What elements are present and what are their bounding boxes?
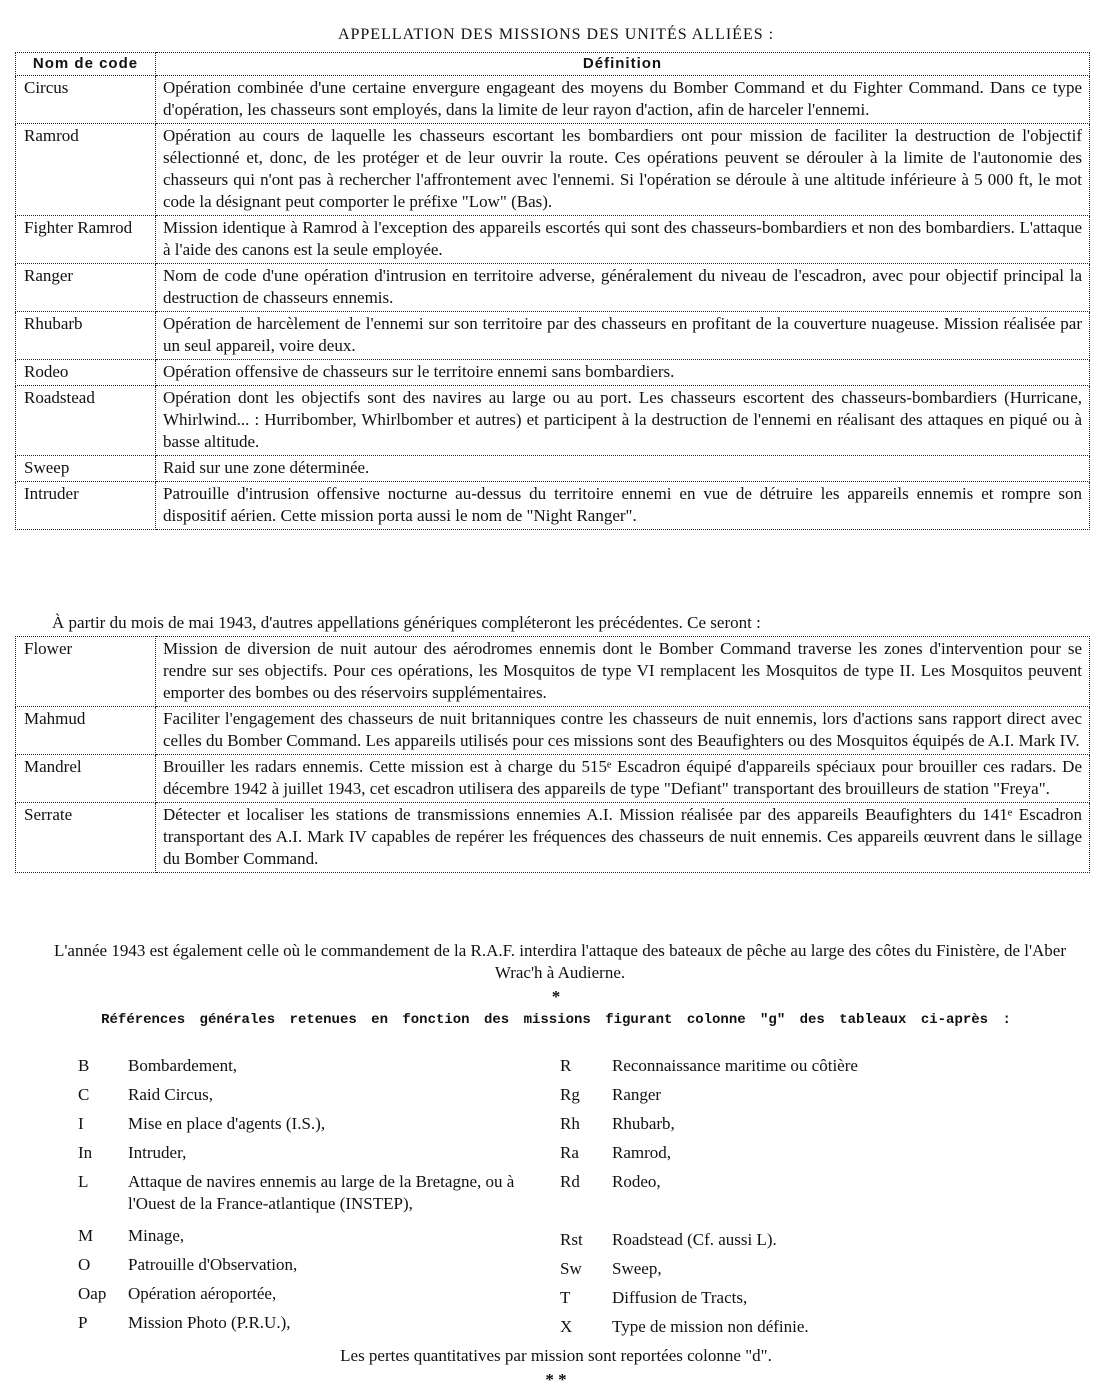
reference-item — [78, 1142, 558, 1171]
reference-abbreviation: Oap — [78, 1284, 107, 1303]
reference-description: Ramrod, — [612, 1143, 672, 1162]
table-row — [16, 482, 1090, 530]
reference-description: Raid Circus, — [128, 1085, 213, 1104]
reference-item — [560, 1171, 1040, 1200]
definition-cell: Opération au cours de laquelle les chasseurs escortant les bombardiers ont pour mission de faciliter la destruction de l'objectif sélectionné et, donc, de les protéger et de leur ouvrir la route. Ces opérations peuvent se dérouler à la limite de l'autonomie des chasseurs qui n'ont pas à rechercher l'affrontement avec l'ennemi. Si l'opération se déroule à une altitude inférieure à 5 000 ft, le mot code la désignant peut comporter le préfixe "Low" (Bas). — [156, 124, 1090, 216]
reference-description: Bombardement, — [128, 1056, 238, 1075]
reference-item — [78, 1055, 558, 1084]
reference-abbreviation: C — [78, 1085, 90, 1104]
reference-abbreviation: I — [78, 1114, 84, 1133]
missions-1943-table — [15, 636, 1090, 873]
reference-item — [560, 1113, 1040, 1142]
reference-abbreviation: Sw — [560, 1259, 582, 1278]
reference-description: Sweep, — [612, 1259, 662, 1278]
reference-item — [560, 1258, 1040, 1287]
reference-abbreviation: Rst — [560, 1230, 583, 1249]
reference-abbreviation: P — [78, 1313, 88, 1332]
reference-item — [78, 1113, 558, 1142]
reference-description: Mise en place d'agents (I.S.), — [128, 1114, 326, 1133]
code-name-cell: Mandrel — [16, 755, 156, 803]
code-name-cell: Ranger — [16, 264, 156, 312]
column-header-code: Nom de code — [16, 53, 156, 76]
definition-cell: Mission de diversion de nuit autour des aérodromes ennemis dont le Bomber Command traverse les zones d'intervention pour se rendre sur ses objectifs. Pour ces opérations, les Mosquitos de type VI remplacent les Mosquitos de type II. Les Mosquitos peuvent emporter des bombes ou des réservoirs supplémentaires. — [156, 637, 1090, 707]
definition-cell: Brouiller les radars ennemis. Cette mission est à charge du 515ᵉ Escadron équipé d'appareils spéciaux pour brouiller ces radars. De décembre 1942 à juillet 1943, cet escadron utilisera des appareils de type "Defiant" transportant des brouilleurs de station "Freya". — [156, 755, 1090, 803]
note-paragraph: L'année 1943 est également celle où le commandement de la R.A.F. interdira l'attaque des bateaux de pêche au large des côtes du Finistère, de l'Aber Wrac'h à Audierne. — [53, 941, 1067, 982]
reference-abbreviation: L — [78, 1172, 89, 1191]
reference-abbreviation: M — [78, 1226, 94, 1245]
reference-abbreviation — [560, 1200, 612, 1229]
reference-item — [78, 1312, 558, 1341]
reference-item — [78, 1084, 558, 1113]
reference-item — [78, 1225, 558, 1254]
code-name-cell: Sweep — [16, 456, 156, 482]
code-name-cell: Serrate — [16, 803, 156, 873]
table-row — [16, 264, 1090, 312]
missions-table-body — [16, 76, 1090, 530]
missions-1943-table-body — [16, 637, 1090, 873]
table-row — [16, 755, 1090, 803]
reference-item — [560, 1142, 1040, 1171]
reference-description: Roadstead (Cf. aussi L). — [612, 1230, 777, 1249]
missions-table — [15, 52, 1090, 530]
table-row — [16, 360, 1090, 386]
intro-paragraph: À partir du mois de mai 1943, d'autres appellations génériques compléteront les précédentes. Ce seront : — [52, 613, 761, 632]
reference-item — [560, 1229, 1040, 1258]
reference-description: Attaque de navires ennemis au large de la Bretagne, ou à l'Ouest de la France-atlantique (INSTEP), — [128, 1172, 515, 1213]
code-name-cell: Circus — [16, 76, 156, 124]
definition-cell: Opération offensive de chasseurs sur le territoire ennemi sans bombardiers. — [156, 360, 1090, 386]
references-title: Références générales retenues en fonction des missions figurant colonne "g" des tableaux ci-après : — [101, 1012, 1011, 1028]
definition-cell: Raid sur une zone déterminée. — [156, 456, 1090, 482]
reference-description: Type de mission non définie. — [612, 1317, 809, 1336]
code-name-cell: Flower — [16, 637, 156, 707]
table-row — [16, 456, 1090, 482]
definition-cell: Opération combinée d'une certaine envergure engageant des moyens du Bomber Command et du Fighter Command. Dans ce type d'opération, les chasseurs sont employés, dans la limite de leur rayon d'action, afin de harceler l'ennemi. — [156, 76, 1090, 124]
reference-description: Diffusion de Tracts, — [612, 1288, 748, 1307]
reference-abbreviation: In — [78, 1143, 93, 1162]
reference-description — [612, 1200, 1040, 1229]
reference-abbreviation: R — [560, 1056, 572, 1075]
definition-cell: Détecter et localiser les stations de transmissions ennemies A.I. Mission réalisée par des appareils Beaufighters du 141ᵉ Escadron transportant des A.I. Mark IV capables de repérer les fréquences des chasseurs de nuit ennemis. Ces appareils œuvrent dans le sillage du Bomber Command. — [156, 803, 1090, 873]
reference-abbreviation: B — [78, 1056, 90, 1075]
reference-item — [560, 1084, 1040, 1113]
definition-cell: Nom de code d'une opération d'intrusion en territoire adverse, généralement du niveau de l'escadron, avec pour objectif principal la destruction de chasseurs ennemis. — [156, 264, 1090, 312]
table-row — [16, 312, 1090, 360]
reference-description: Minage, — [128, 1226, 185, 1245]
reference-item — [560, 1287, 1040, 1316]
reference-description: Rodeo, — [612, 1172, 661, 1191]
table-row — [16, 216, 1090, 264]
reference-description: Rhubarb, — [612, 1114, 675, 1133]
code-name-cell: Mahmud — [16, 707, 156, 755]
reference-abbreviation: Rg — [560, 1085, 580, 1104]
references-left-column — [78, 1055, 558, 1341]
references-right-column — [560, 1055, 1040, 1345]
reference-item — [78, 1254, 558, 1283]
separator-star: * — [551, 987, 561, 1006]
reference-item — [560, 1055, 1040, 1084]
table-row — [16, 76, 1090, 124]
reference-abbreviation: Ra — [560, 1143, 579, 1162]
code-name-cell: Rhubarb — [16, 312, 156, 360]
separator-stars: * * — [545, 1370, 567, 1389]
table-row — [16, 803, 1090, 873]
reference-description: Patrouille d'Observation, — [128, 1255, 298, 1274]
reference-item — [78, 1171, 558, 1225]
reference-description: Ranger — [612, 1085, 662, 1104]
code-name-cell: Ramrod — [16, 124, 156, 216]
table-row — [16, 386, 1090, 456]
code-name-cell: Intruder — [16, 482, 156, 530]
definition-cell: Opération dont les objectifs sont des navires au large ou au port. Les chasseurs escortent des chasseurs-bombardiers (Hurricane, Whirlwind... : Hurribomber, Whirlbomber et autres) et participent à la destruction de l'ennemi en réalisant des attaques en piqué ou à basse altitude. — [156, 386, 1090, 456]
definition-cell: Mission identique à Ramrod à l'exception des appareils escortés qui sont des chasseurs-bombardiers et non des bombardiers. L'attaque à l'aide des canons est la seule employée. — [156, 216, 1090, 264]
reference-item — [78, 1283, 558, 1312]
reference-abbreviation: T — [560, 1288, 571, 1307]
table-row — [16, 124, 1090, 216]
table-row — [16, 637, 1090, 707]
reference-abbreviation: Rh — [560, 1114, 580, 1133]
reference-abbreviation: Rd — [560, 1172, 580, 1191]
reference-description: Intruder, — [128, 1143, 187, 1162]
definition-cell: Patrouille d'intrusion offensive nocturne au-dessus du territoire ennemi en vue de détruire les appareils ennemis et rompre son dispositif aérien. Cette mission porta aussi le nom de "Night Ranger". — [156, 482, 1090, 530]
definition-cell: Faciliter l'engagement des chasseurs de nuit britanniques contre les chasseurs de nuit ennemis, lors d'actions sans rapport direct avec celles du Bomber Command. Les appareils utilisés pour ces missions sont des Beaufighters ou des Mosquitos équipés de A.I. Mark IV. — [156, 707, 1090, 755]
reference-abbreviation: O — [78, 1255, 91, 1274]
reference-description: Reconnaissance maritime ou côtière — [612, 1056, 858, 1075]
code-name-cell: Fighter Ramrod — [16, 216, 156, 264]
reference-description: Mission Photo (P.R.U.), — [128, 1313, 291, 1332]
code-name-cell: Rodeo — [16, 360, 156, 386]
table-row — [16, 707, 1090, 755]
definition-cell: Opération de harcèlement de l'ennemi sur son territoire par des chasseurs en profitant de la couverture nuageuse. Mission réalisée par un seul appareil, voire deux. — [156, 312, 1090, 360]
reference-item — [560, 1316, 1040, 1345]
page-heading: APPELLATION DES MISSIONS DES UNITÉS ALLIÉES : — [337, 26, 775, 43]
reference-item — [560, 1200, 1040, 1229]
reference-description: Opération aéroportée, — [128, 1284, 277, 1303]
code-name-cell: Roadstead — [16, 386, 156, 456]
column-header-definition: Définition — [156, 53, 1090, 76]
reference-abbreviation: X — [560, 1317, 573, 1336]
footer-note: Les pertes quantitatives par mission sont reportées colonne "d". — [340, 1346, 772, 1365]
